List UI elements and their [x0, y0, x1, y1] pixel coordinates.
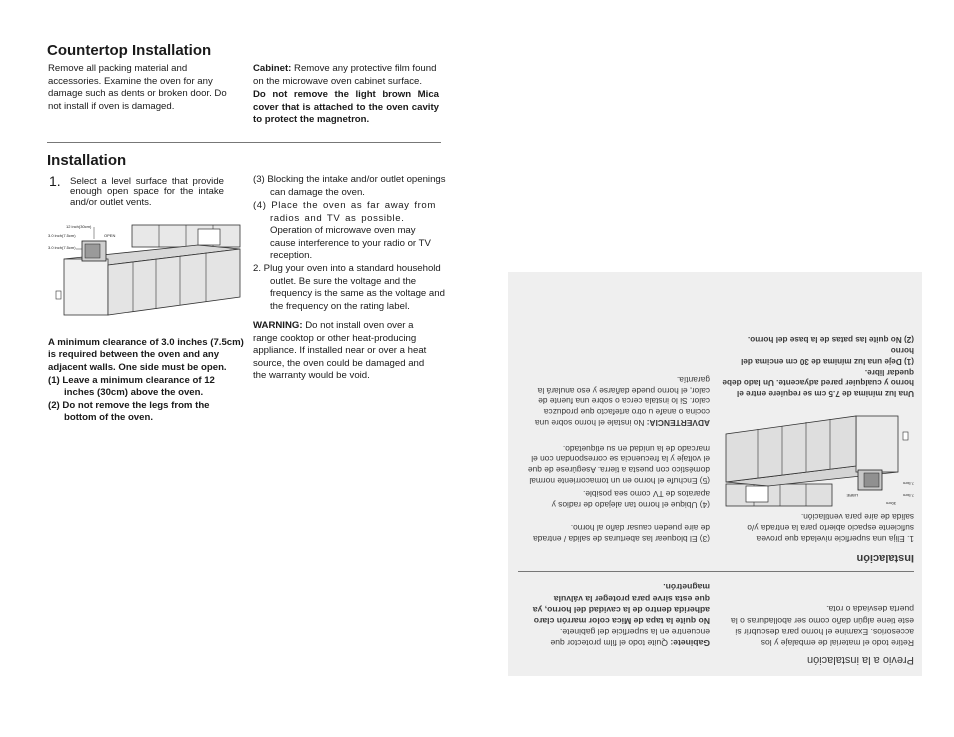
- section-divider: [47, 142, 441, 143]
- diagram-es-open: LIBRE: [846, 493, 858, 498]
- clearance-es-item-1: (1) Deje una luz mínima de 30 cm encima del horno: [741, 346, 914, 366]
- item3-es: (3) El bloquear las aberturas de salida / entrada de aire pueden causar daño al horno.: [533, 523, 710, 544]
- instalacion-title: Instalación: [856, 552, 914, 564]
- diagram-label-top: 12 inch(30cm): [66, 224, 92, 229]
- advertencia-text: No instale el horno sobre una cocina o anafe u otro artefacto que produzca calor. Si lo instala cerca o sobre una fuente de calor, el horno puede dañarse y eso anulará la garantía.: [534, 374, 710, 428]
- diagram-es-side1: 7.5cm: [903, 493, 914, 498]
- diagram-es-top: 30cm: [886, 501, 896, 506]
- cabinet-text: Remove any protective film found on the microwave oven cabinet surface.: [253, 63, 437, 87]
- kitchen-diagram-es: [724, 412, 914, 512]
- gabinete-label: Gabinete:: [670, 638, 710, 648]
- diagram-label-open: OPEN: [104, 233, 116, 238]
- diagram-label-side1: 3.0 inch(7.5cm): [48, 233, 76, 238]
- advertencia-label: ADVERTENCIA:: [646, 418, 710, 428]
- installation-title: Installation: [47, 152, 127, 169]
- cabinet-paragraph: [253, 63, 442, 88]
- item3-blocking: (3) Blocking the intake and/or outlet openings can damage the oven.: [253, 174, 446, 198]
- gabinete-text: Quite todo el film protector que encuentre en la superficie del gabinete.: [550, 626, 710, 648]
- item4-interference: Operation of microwave oven may cause interference to your radio or TV reception.: [270, 225, 431, 262]
- clearance-item-1: (1) Leave a minimum clearance of 12 inches (30cm) above the oven.: [48, 375, 215, 399]
- item5-es: (5) Enchufe el horno en un tomacorriente normal doméstico con puesta a tierra. Asegúrese de que el voltaje y la frecuencia se correspondan con el marcado de la unidad en su etiquetado.: [527, 443, 710, 486]
- warning-text: Do not install oven over a range cooktop or other heat-producing appliance. If installed near or over a heat source, the oven could be damaged and the warranty would be void.: [253, 320, 427, 382]
- step1-number: 1.: [49, 173, 61, 189]
- section-divider-es: [518, 571, 914, 572]
- warning-paragraph: [253, 320, 431, 383]
- step1-es: 1. Elija una superficie nivelada que provea suficiente espacio abierto para la entrada y/o salida de aire para ventilación.: [747, 512, 914, 544]
- countertop-installation-title: Countertop Installation: [47, 42, 212, 59]
- clearance-requirement: A minimum clearance of 3.0 inches (7.5cm) is required between the oven and any adjacent walls. One side must be open.: [48, 337, 244, 373]
- clearance-es: Una luz mínima de 7.5 cm se requiere entre el horno y cualquier pared adyacente. Un lado debe quedar libre.: [722, 367, 914, 398]
- cabinet-label: Cabinet:: [253, 63, 292, 74]
- mica-warning-es: No quite la tapa de Mica color marrón claro adherida dentro de la cavidad del horno, ya que esta sirve para proteger la válvula magnetrón.: [532, 582, 710, 626]
- kitchen-illustration-es: [724, 412, 914, 512]
- item4-es: (4) Ubique el horno tan alejado de radios y aparatos de TV como sea posible.: [551, 489, 710, 510]
- spanish-page-rotated: [514, 280, 916, 668]
- previo-title: Previo a la instalación: [806, 654, 914, 666]
- diagram-es-side2: 7.5cm: [903, 481, 914, 486]
- gabinete-paragraph: [520, 626, 710, 648]
- kitchen-illustration: [48, 217, 242, 319]
- previo-text: Retire todo el material de embalaje y los accesorios. Examine el horno para descubrir si este tiene algún daño como ser abolladuras o la puerta desviada o rota.: [731, 604, 914, 648]
- countertop-intro-text: Remove all packing material and accessories. Examine the oven for any damage such as dents or broken door. Do not install if oven is damaged.: [48, 63, 227, 112]
- diagram-label-side2: 3.0 inch(7.5cm): [48, 245, 76, 250]
- step1-text: Select a level surface that provide enough open space for the intake and/or outlet vents.: [70, 176, 224, 208]
- warning-label: WARNING:: [253, 320, 303, 331]
- item4-placement: (4) Place the oven as far away from radios and TV as possible.: [253, 200, 436, 224]
- advertencia-paragraph: [522, 374, 710, 428]
- kitchen-clearance-diagram: [48, 217, 242, 319]
- clearance-item-2: (2) Do not remove the legs from the bottom of the oven.: [48, 400, 210, 424]
- step2-plug: 2. Plug your oven into a standard household outlet. Be sure the voltage and the frequency is the same as the voltage and the frequency on the rating label.: [253, 263, 445, 312]
- mica-cover-warning: Do not remove the light brown Mica cover that is attached to the oven cavity to protect the magnetron.: [253, 89, 439, 126]
- clearance-es-item-2: (2) No quite las patas de la base del horno.: [747, 335, 914, 344]
